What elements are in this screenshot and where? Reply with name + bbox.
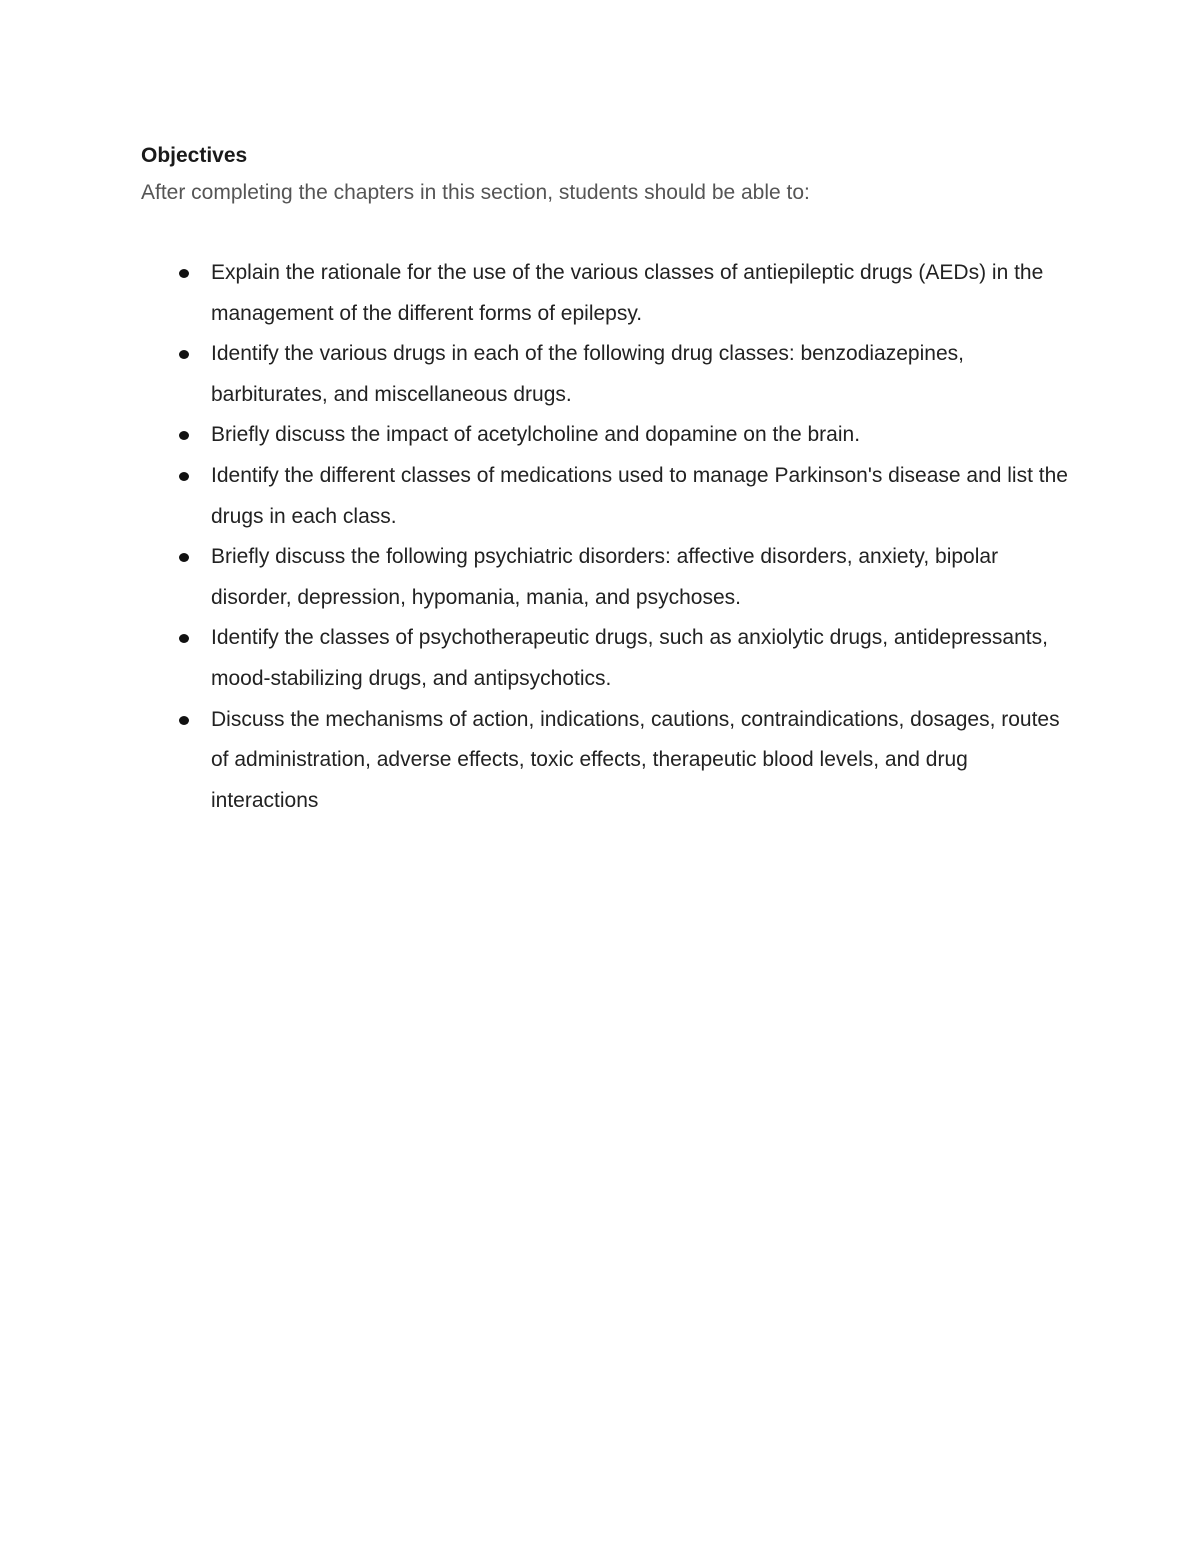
- objectives-section: [141, 140, 1071, 821]
- objective-text: Explain the rationale for the use of the various classes of antiepileptic drugs (AEDs) in the management of the different forms of epilepsy.: [211, 261, 1044, 325]
- objective-item: [141, 415, 1071, 456]
- objective-item: [141, 334, 1071, 415]
- objective-text: Briefly discuss the following psychiatric disorders: affective disorders, anxiety, bipolar disorder, depression, hypomania, mania, and psychoses.: [211, 545, 999, 609]
- objective-item: [141, 456, 1071, 537]
- bullet-icon: [179, 431, 189, 440]
- objective-text: Identify the classes of psychotherapeutic drugs, such as anxiolytic drugs, antidepressants, mood-stabilizing drugs, and antipsychotics.: [211, 626, 1048, 690]
- objective-item: [141, 700, 1071, 822]
- objective-item: [141, 618, 1071, 699]
- bullet-icon: [179, 350, 189, 359]
- objective-item: [141, 537, 1071, 618]
- objective-text: Briefly discuss the impact of acetylcholine and dopamine on the brain.: [211, 423, 861, 447]
- objective-text: Discuss the mechanisms of action, indications, cautions, contraindications, dosages, routes of administration, adverse effects, toxic effects, therapeutic blood levels, and drug interactions: [211, 707, 1060, 812]
- bullet-icon: [179, 634, 189, 643]
- bullet-icon: [179, 269, 189, 278]
- objective-text: Identify the different classes of medications used to manage Parkinson's disease and list the drugs in each class.: [211, 463, 1068, 528]
- section-heading: Objectives: [141, 144, 248, 167]
- objectives-list: [141, 253, 1071, 821]
- objective-item: [141, 253, 1071, 334]
- bullet-icon: [179, 716, 189, 725]
- intro-text: After completing the chapters in this section, students should be able to:: [141, 181, 810, 204]
- bullet-icon: [179, 553, 189, 562]
- objective-text: Identify the various drugs in each of the following drug classes: benzodiazepines, barbiturates, and miscellaneous drugs.: [211, 342, 964, 406]
- bullet-icon: [179, 472, 189, 481]
